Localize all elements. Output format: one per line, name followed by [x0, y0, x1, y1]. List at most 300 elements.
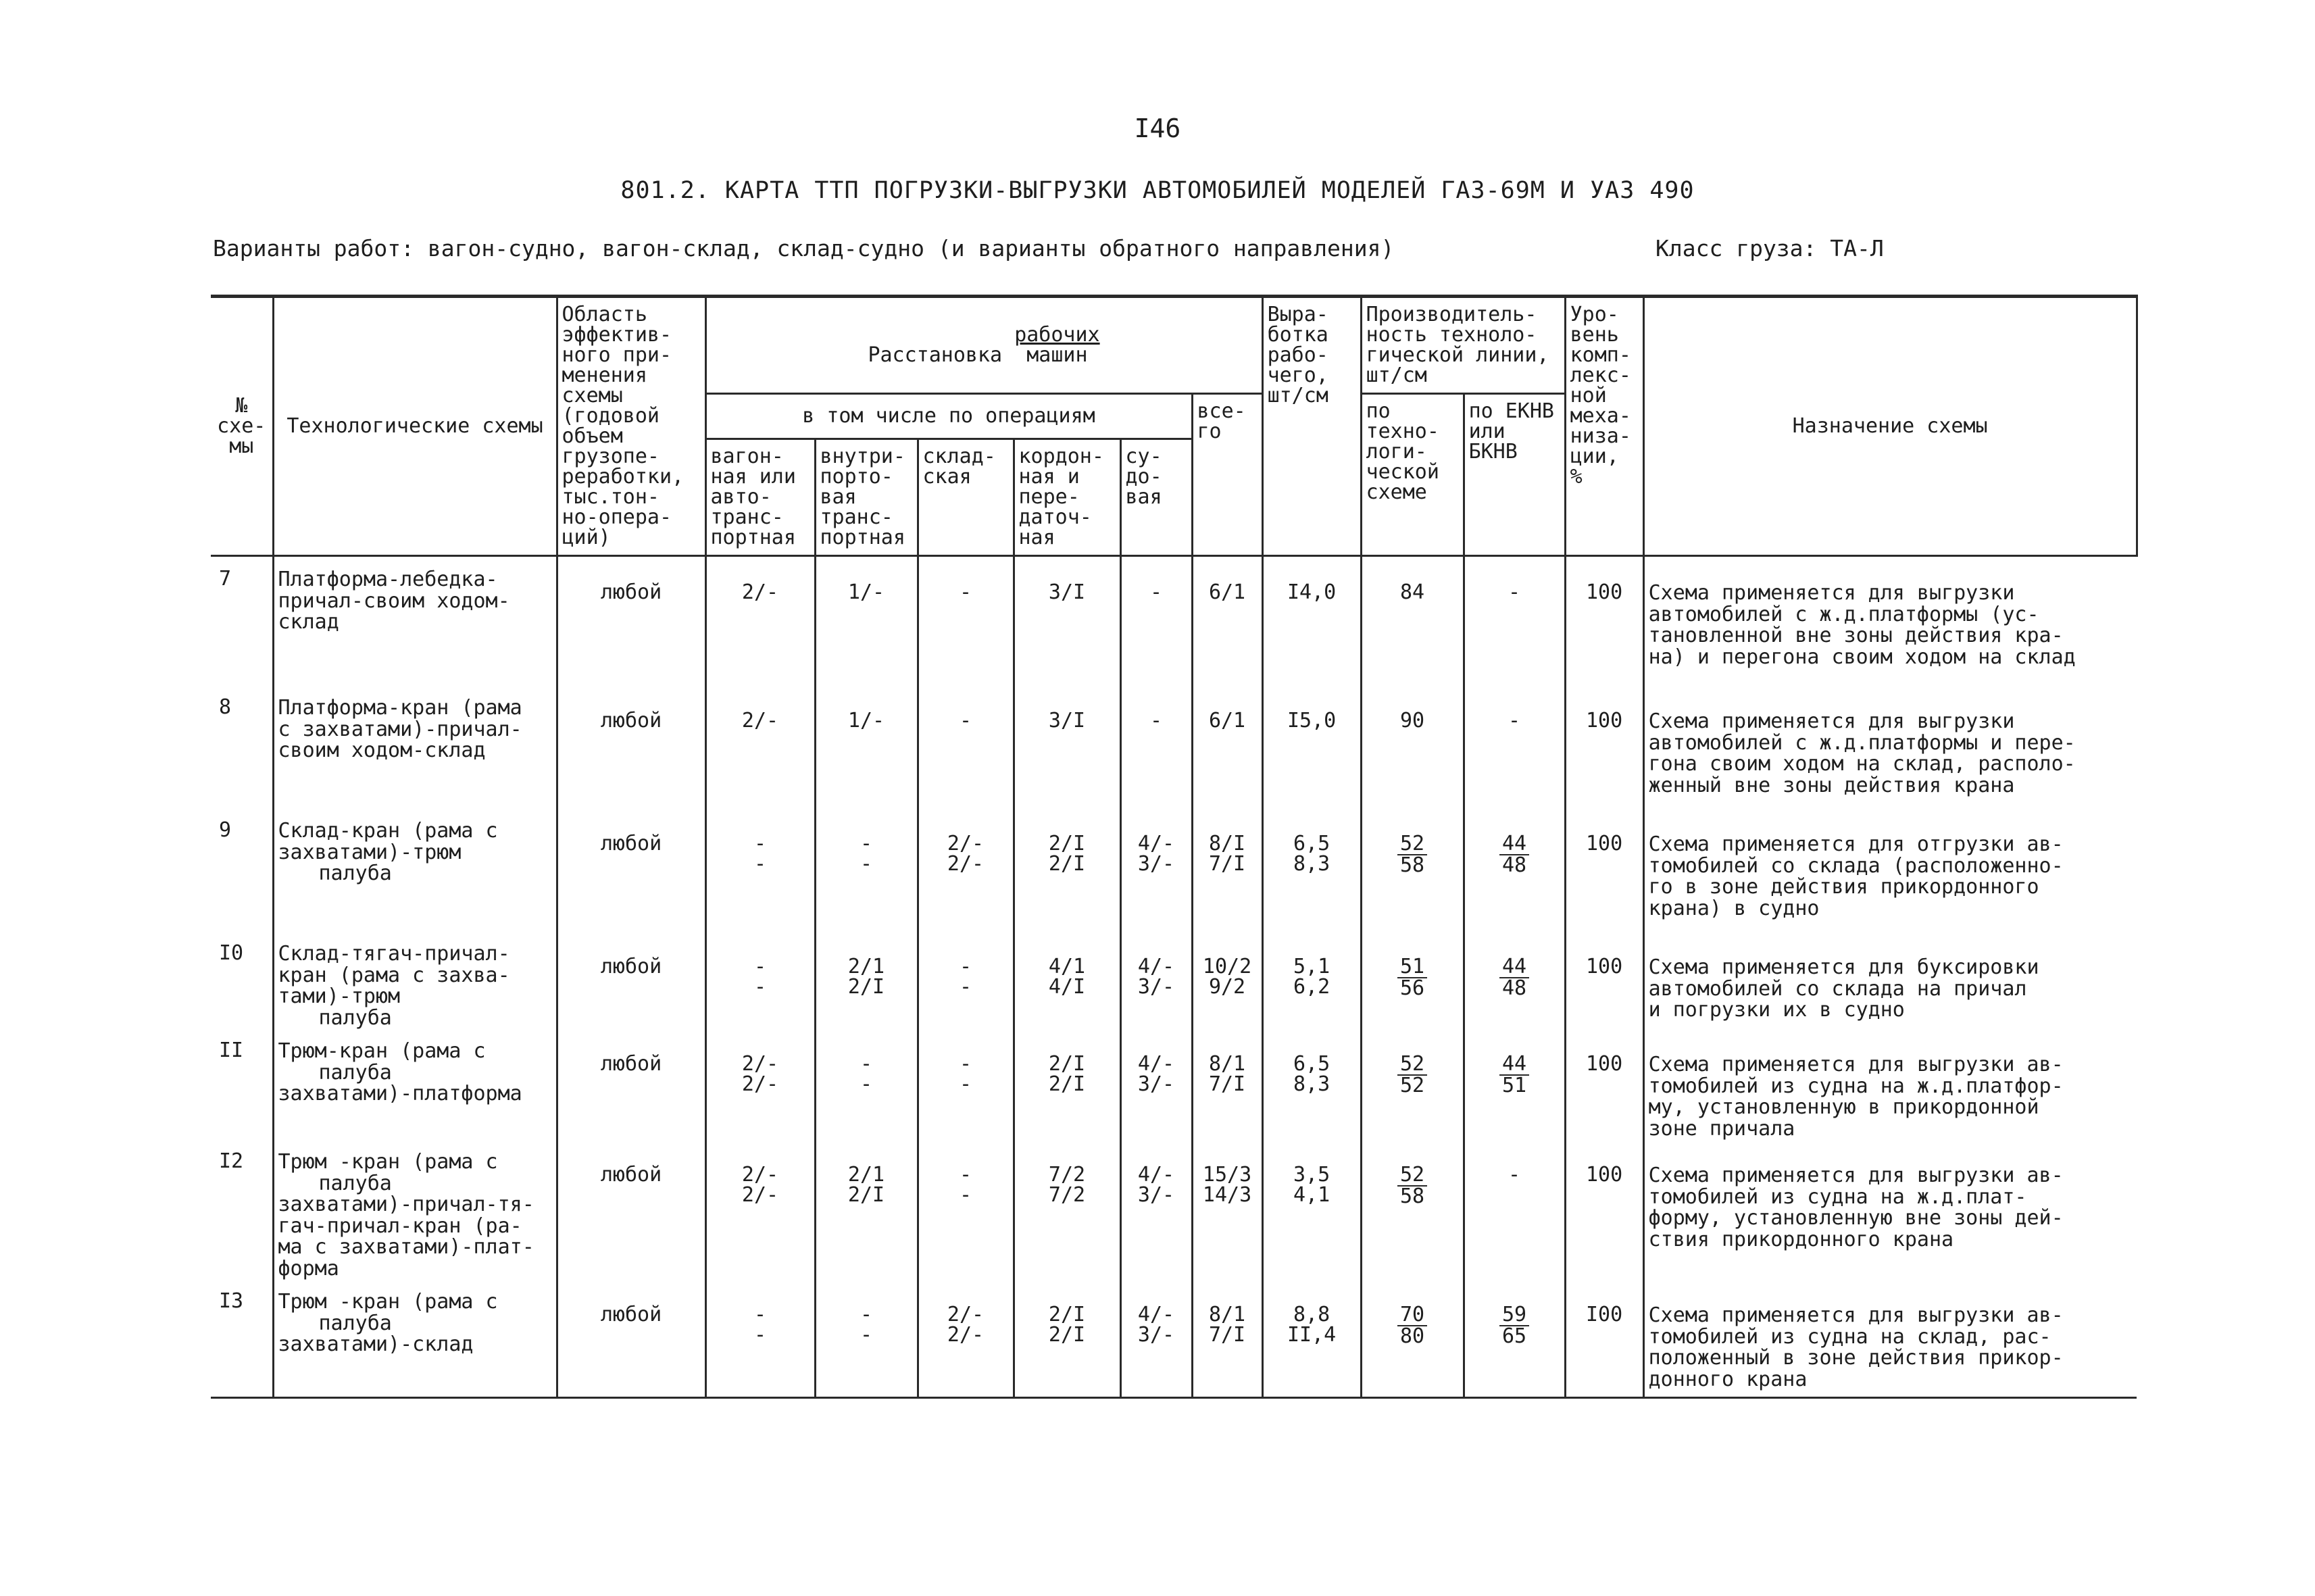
purpose-line: Схема применяется для выгрузки: [1648, 581, 2015, 605]
table-row: [211, 1286, 2137, 1398]
scheme-description: [273, 556, 557, 675]
output-line: 4,1: [1293, 1183, 1330, 1207]
mech-level-cell: 100: [1565, 1035, 1643, 1146]
mech-level-cell: 100: [1565, 1146, 1643, 1286]
scheme-line: форма: [278, 1256, 339, 1280]
by-scheme-cell: [1361, 556, 1464, 675]
op-ship-line: -: [1149, 580, 1163, 604]
purpose-line: положенный в зоне действия прикор-: [1648, 1346, 2064, 1370]
op-ship-line: 4/-: [1137, 1303, 1175, 1326]
op-ship-line: 3/-: [1137, 852, 1175, 876]
by-scheme-top: 52: [1397, 1165, 1427, 1187]
op-wagon-line: -: [753, 955, 767, 978]
by-scheme-fraction: [1397, 1165, 1427, 1207]
op-cordon-cell: [1014, 1146, 1120, 1286]
op-inner-cell: [815, 674, 918, 803]
scheme-description: [273, 1146, 557, 1286]
purpose-line: Схема применяется для буксировки: [1648, 955, 2039, 979]
op-ship-line: 4/-: [1137, 1052, 1175, 1076]
purpose-line: и погрузки их в судно: [1648, 998, 1905, 1022]
by-scheme-bottom: 56: [1400, 976, 1425, 1000]
op-cordon-line: 2/I: [1048, 832, 1086, 855]
output-line: I5,0: [1287, 709, 1337, 732]
mech-level-cell: I00: [1565, 1286, 1643, 1398]
op-total-line: 8/I: [1208, 832, 1246, 855]
op-warehouse-cell: [918, 674, 1014, 803]
op-warehouse-line: 2/-: [947, 832, 985, 855]
op-ship-cell: [1120, 1146, 1192, 1286]
by-ekhnv-bottom: 51: [1502, 1074, 1527, 1097]
header-productivity: Производитель- ность техноло- гической линии, шт/см: [1361, 297, 1565, 394]
op-warehouse-line: 2/-: [947, 852, 985, 876]
op-warehouse-cell: [918, 556, 1014, 675]
output-line: 3,5: [1293, 1163, 1330, 1187]
op-inner-line: -: [860, 1072, 873, 1096]
op-wagon-cell: [705, 556, 815, 675]
op-ship-line: 4/-: [1137, 1163, 1175, 1187]
by-scheme-fraction: [1397, 834, 1427, 876]
by-ekhnv-fraction: [1499, 1305, 1529, 1347]
scheme-description: [273, 674, 557, 803]
header-purpose: Назначение схемы: [1643, 297, 2137, 556]
op-wagon-line: 2/-: [741, 1052, 779, 1076]
op-total-line: 6/1: [1208, 580, 1246, 604]
mech-level-cell: 100: [1565, 556, 1643, 675]
cargo-class: Класс груза: ТА-Л: [1656, 235, 1884, 261]
by-ekhnv-fraction: [1499, 834, 1529, 876]
application-area: любой: [557, 926, 705, 1035]
by-scheme-cell: [1361, 1286, 1464, 1398]
scheme-number: I0: [211, 926, 273, 1035]
by-scheme-cell: [1361, 1146, 1464, 1286]
scheme-line: захватами)-причал-тя-: [278, 1193, 534, 1216]
header-by-operations: в том числе по операциям: [705, 394, 1192, 439]
op-inner-line: 2/1: [847, 955, 885, 978]
by-ekhnv-top: 59: [1499, 1305, 1529, 1326]
op-cordon-cell: [1014, 803, 1120, 926]
purpose-line: автомобилей с ж.д.платформы (ус-: [1648, 602, 2039, 626]
op-cordon-cell: [1014, 556, 1120, 675]
by-ekhnv-line: -: [1508, 580, 1521, 604]
scheme-line: своим ходом-склад: [278, 739, 486, 762]
op-warehouse-line: -: [959, 1163, 972, 1187]
op-wagon-cell: [705, 803, 815, 926]
table-row: [211, 803, 2137, 926]
header-placement: [705, 297, 1262, 394]
op-ship-line: 3/-: [1137, 1323, 1175, 1347]
op-wagon-line: -: [753, 975, 767, 999]
mech-level-cell: 100: [1565, 674, 1643, 803]
op-wagon-line: -: [753, 852, 767, 876]
by-ekhnv-fraction: [1499, 1054, 1529, 1096]
op-total-line: 7/I: [1208, 1072, 1246, 1096]
by-scheme-cell: [1361, 674, 1464, 803]
by-scheme-line: 84: [1400, 580, 1425, 604]
output-line: II,4: [1287, 1323, 1337, 1347]
op-warehouse-line: -: [959, 975, 972, 999]
op-warehouse-cell: [918, 926, 1014, 1035]
op-warehouse-line: -: [959, 709, 972, 732]
page-number: I46: [1134, 114, 1181, 143]
op-wagon-line: -: [753, 1303, 767, 1326]
mech-level-cell: 100: [1565, 926, 1643, 1035]
purpose-line: автомобилей с ж.д.платформы и пере-: [1648, 730, 2076, 755]
by-scheme-bottom: 80: [1400, 1324, 1425, 1348]
scheme-line: захватами)-склад: [278, 1332, 474, 1356]
op-cordon-line: 3/I: [1048, 709, 1086, 732]
by-ekhnv-top: 44: [1499, 1054, 1529, 1076]
op-cordon-line: 4/1: [1048, 955, 1086, 978]
scheme-line: ма с захватами)-плат-: [278, 1235, 534, 1259]
by-ekhnv-top: 44: [1499, 834, 1529, 855]
op-warehouse-cell: [918, 803, 1014, 926]
scheme-line: Платформа-лебедка-: [278, 568, 498, 591]
by-ekhnv-cell: [1464, 1146, 1565, 1286]
output-line: 6,5: [1293, 1052, 1330, 1076]
purpose-line: томобилей из судна на ж.д.плат-: [1648, 1184, 2027, 1209]
by-scheme-top: 52: [1397, 1054, 1427, 1076]
scheme-line: тами)-трюм: [278, 984, 401, 1008]
op-wagon-line: -: [753, 1323, 767, 1347]
op-ship-cell: [1120, 556, 1192, 675]
by-scheme-cell: [1361, 1035, 1464, 1146]
application-area: любой: [557, 803, 705, 926]
output-line: 8,3: [1293, 852, 1330, 876]
op-inner-cell: [815, 926, 918, 1035]
purpose-line: форму, установленную вне зоны дей-: [1648, 1206, 2064, 1230]
scheme-number: I3: [211, 1286, 273, 1398]
scheme-line: склад: [278, 610, 339, 634]
op-wagon-cell: [705, 1035, 815, 1146]
op-total-line: 8/1: [1208, 1052, 1246, 1076]
op-wagon-cell: [705, 926, 815, 1035]
op-cordon-line: 2/I: [1048, 1072, 1086, 1096]
op-warehouse-cell: [918, 1286, 1014, 1398]
purpose-line: томобилей со склада (расположенно-: [1648, 853, 2064, 878]
application-area: любой: [557, 556, 705, 675]
ttp-table: [211, 295, 2138, 1399]
header-placement-under-2: машин: [1026, 343, 1088, 367]
by-scheme-top: 70: [1397, 1305, 1427, 1326]
scheme-purpose: [1643, 1035, 2137, 1146]
purpose-line: женный вне зоны действия крана: [1648, 773, 2015, 797]
scheme-line: гач-причал-кран (ра-: [278, 1214, 522, 1238]
op-total-line: 6/1: [1208, 709, 1246, 732]
header-placement-under-1: рабочих: [1014, 323, 1100, 347]
output-cell: [1262, 1146, 1361, 1286]
scheme-number: 9: [211, 803, 273, 926]
purpose-line: тановленной вне зоны действия кра-: [1648, 624, 2064, 647]
op-total-line: 7/I: [1208, 852, 1246, 876]
purpose-line: Схема применяется для выгрузки ав-: [1648, 1053, 2064, 1076]
by-scheme-fraction: [1397, 957, 1427, 999]
by-scheme-line: 90: [1400, 709, 1425, 732]
op-wagon-cell: [705, 1146, 815, 1286]
op-cordon-line: 4/I: [1048, 975, 1086, 999]
op-cordon-line: 7/2: [1048, 1183, 1086, 1207]
op-inner-line: 2/I: [847, 1183, 885, 1207]
purpose-line: томобилей из судна на склад, рас-: [1648, 1324, 2051, 1349]
by-ekhnv-cell: [1464, 926, 1565, 1035]
op-warehouse-line: -: [959, 955, 972, 978]
op-wagon-line: -: [753, 832, 767, 855]
scheme-purpose: [1643, 674, 2137, 803]
purpose-line: донного крана: [1648, 1367, 1808, 1391]
scheme-number: I2: [211, 1146, 273, 1286]
scheme-purpose: [1643, 556, 2137, 675]
header-op-total: все- го: [1192, 394, 1262, 556]
op-ship-cell: [1120, 926, 1192, 1035]
by-scheme-top: 51: [1397, 957, 1427, 978]
by-scheme-bottom: 58: [1400, 853, 1425, 877]
op-total-cell: [1192, 1146, 1262, 1286]
scheme-number: 7: [211, 556, 273, 675]
by-ekhnv-bottom: 48: [1502, 853, 1527, 877]
purpose-line: ствия прикордонного крана: [1648, 1227, 1954, 1251]
mech-level-cell: 100: [1565, 803, 1643, 926]
op-ship-cell: [1120, 1286, 1192, 1398]
op-cordon-cell: [1014, 1286, 1120, 1398]
header-mech-level: Уро- вень комп- лекс- ной меха- низа- ции, %: [1565, 297, 1643, 556]
scheme-line: палуба: [318, 1311, 392, 1335]
scheme-number: II: [211, 1035, 273, 1146]
scheme-number: 8: [211, 674, 273, 803]
table-body: [211, 556, 2137, 1398]
scheme-line: палуба: [318, 1005, 392, 1030]
output-cell: [1262, 674, 1361, 803]
op-inner-line: 1/-: [847, 580, 885, 604]
op-warehouse-line: 2/-: [947, 1323, 985, 1347]
scheme-purpose: [1643, 1146, 2137, 1286]
application-area: любой: [557, 1035, 705, 1146]
by-ekhnv-fraction: [1499, 957, 1529, 999]
purpose-line: гона своим ходом на склад, располо-: [1648, 752, 2076, 776]
op-ship-line: 4/-: [1137, 955, 1175, 978]
header-op-wagon: вагон- ная или авто- транс- портная: [705, 439, 815, 556]
op-total-line: 14/3: [1202, 1183, 1252, 1207]
by-ekhnv-line: -: [1508, 709, 1521, 732]
op-inner-cell: [815, 1035, 918, 1146]
op-inner-cell: [815, 1146, 918, 1286]
by-scheme-bottom: 58: [1400, 1184, 1425, 1208]
output-cell: [1262, 1286, 1361, 1398]
op-inner-line: 2/I: [847, 975, 885, 999]
output-line: I4,0: [1287, 580, 1337, 604]
scheme-line: Платформа-кран (рама: [278, 696, 522, 720]
op-warehouse-line: -: [959, 1072, 972, 1096]
op-warehouse-line: -: [959, 1052, 972, 1076]
op-cordon-line: 3/I: [1048, 580, 1086, 604]
header-tech-schemes: Технологические схемы: [273, 297, 557, 556]
op-cordon-line: 2/I: [1048, 1052, 1086, 1076]
op-ship-line: -: [1149, 709, 1163, 732]
output-line: 8,8: [1293, 1303, 1330, 1326]
op-wagon-line: 2/-: [741, 1072, 779, 1096]
op-total-line: 9/2: [1208, 975, 1246, 999]
by-scheme-cell: [1361, 803, 1464, 926]
header-output: Выра- ботка рабо- чего, шт/см: [1262, 297, 1361, 556]
op-cordon-line: 2/I: [1048, 1303, 1086, 1326]
op-wagon-line: 2/-: [741, 580, 779, 604]
op-warehouse-line: -: [959, 580, 972, 604]
output-cell: [1262, 1035, 1361, 1146]
op-ship-line: 3/-: [1137, 1183, 1175, 1207]
application-area: любой: [557, 674, 705, 803]
by-ekhnv-cell: [1464, 1286, 1565, 1398]
op-inner-line: -: [860, 1052, 873, 1076]
op-wagon-cell: [705, 674, 815, 803]
scheme-line: Трюм -кран (рама с: [278, 1150, 498, 1174]
op-total-line: 7/I: [1208, 1323, 1246, 1347]
output-cell: [1262, 556, 1361, 675]
scheme-purpose: [1643, 926, 2137, 1035]
op-total-line: 15/3: [1202, 1163, 1252, 1187]
purpose-line: Схема применяется для выгрузки ав-: [1648, 1303, 2064, 1327]
header-op-cordon: кордон- ная и пере- даточ- ная: [1014, 439, 1120, 556]
page-title: 801.2. КАРТА ТТП ПОГРУЗКИ-ВЫГРУЗКИ АВТОМОБИЛЕЙ МОДЕЛЕЙ ГАЗ-69М И УАЗ 490: [620, 177, 1695, 204]
header-num: № схе- мы: [211, 297, 273, 556]
table-row: [211, 556, 2137, 675]
purpose-line: на) и перегона своим ходом на склад: [1648, 645, 2076, 669]
scheme-line: захватами)-платформа: [278, 1082, 522, 1105]
op-total-cell: [1192, 1035, 1262, 1146]
header-op-warehouse: склад- ская: [918, 439, 1014, 556]
output-cell: [1262, 926, 1361, 1035]
header-op-inner: внутри- порто- вая транс- портная: [815, 439, 918, 556]
header-op-ship: су- до- вая: [1120, 439, 1192, 556]
op-total-cell: [1192, 803, 1262, 926]
op-inner-line: 1/-: [847, 709, 885, 732]
work-variants: Варианты работ: вагон-судно, вагон-склад, склад-судно (и варианты обратного направления): [213, 235, 1395, 261]
purpose-line: томобилей из судна на ж.д.платфор-: [1648, 1074, 2064, 1098]
op-warehouse-line: -: [959, 1183, 972, 1207]
table-row: [211, 926, 2137, 1035]
by-ekhnv-cell: [1464, 674, 1565, 803]
op-ship-line: 3/-: [1137, 1072, 1175, 1096]
application-area: любой: [557, 1146, 705, 1286]
purpose-line: автомобилей со склада на причал: [1648, 976, 2027, 1001]
op-cordon-cell: [1014, 674, 1120, 803]
op-inner-line: 2/1: [847, 1163, 885, 1187]
scheme-line: кран (рама с захва-: [278, 963, 510, 987]
scheme-line: Трюм -кран (рама с: [278, 1290, 498, 1314]
scheme-line: захватами)-трюм: [278, 840, 462, 864]
by-ekhnv-bottom: 48: [1502, 976, 1527, 1000]
op-ship-line: 4/-: [1137, 832, 1175, 855]
purpose-line: го в зоне действия прикордонного: [1648, 875, 2039, 899]
op-inner-cell: [815, 556, 918, 675]
op-cordon-cell: [1014, 1035, 1120, 1146]
by-scheme-bottom: 52: [1400, 1074, 1425, 1097]
scheme-description: [273, 926, 557, 1035]
op-warehouse-line: 2/-: [947, 1303, 985, 1326]
table-row: [211, 674, 2137, 803]
op-ship-cell: [1120, 803, 1192, 926]
op-inner-line: -: [860, 1323, 873, 1347]
purpose-line: Схема применяется для выгрузки: [1648, 709, 2015, 733]
op-inner-cell: [815, 803, 918, 926]
output-cell: [1262, 803, 1361, 926]
op-cordon-line: 7/2: [1048, 1163, 1086, 1187]
scheme-line: палуба: [318, 1171, 392, 1195]
purpose-line: крана) в судно: [1648, 896, 1820, 920]
op-total-cell: [1192, 556, 1262, 675]
purpose-line: Схема применяется для выгрузки ав-: [1648, 1164, 2064, 1187]
scheme-line: палуба: [318, 862, 392, 885]
by-ekhnv-cell: [1464, 556, 1565, 675]
output-line: 6,5: [1293, 832, 1330, 855]
by-ekhnv-cell: [1464, 1035, 1565, 1146]
op-inner-cell: [815, 1286, 918, 1398]
header-area: Область эффектив- ного при- менения схемы (годовой объем грузопе- реработки, тыс.тон- но-опера- ций): [557, 297, 705, 556]
by-scheme-fraction: [1397, 1305, 1427, 1347]
header-placement-prefix: Расстановка: [868, 343, 1003, 367]
op-warehouse-cell: [918, 1035, 1014, 1146]
scheme-description: [273, 1286, 557, 1398]
op-wagon-line: 2/-: [741, 709, 779, 732]
by-ekhnv-bottom: 65: [1502, 1324, 1527, 1348]
by-ekhnv-top: 44: [1499, 957, 1529, 978]
table-row: [211, 1146, 2137, 1286]
op-ship-line: 3/-: [1137, 975, 1175, 999]
op-ship-cell: [1120, 674, 1192, 803]
op-cordon-line: 2/I: [1048, 1323, 1086, 1347]
header-by-ekhnv: по ЕКНВ или БКНВ: [1464, 394, 1565, 556]
scheme-line: Склад-тягач-причал-: [278, 942, 510, 966]
scheme-line: причал-своим ходом-: [278, 589, 510, 613]
by-ekhnv-cell: [1464, 803, 1565, 926]
op-total-cell: [1192, 1286, 1262, 1398]
scheme-line: Трюм-кран (рама с: [278, 1039, 486, 1063]
by-scheme-fraction: [1397, 1054, 1427, 1096]
op-inner-line: -: [860, 832, 873, 855]
output-line: 8,3: [1293, 1072, 1330, 1096]
op-cordon-cell: [1014, 926, 1120, 1035]
scheme-line: палуба: [318, 1060, 392, 1084]
op-total-line: 10/2: [1202, 955, 1252, 978]
purpose-line: зоне причала: [1648, 1116, 1795, 1141]
table-row: [211, 1035, 2137, 1146]
purpose-line: му, установленную в прикордонной: [1648, 1095, 2039, 1119]
op-inner-line: -: [860, 1303, 873, 1326]
application-area: любой: [557, 1286, 705, 1398]
header-placement-machines: [1014, 325, 1099, 366]
op-warehouse-cell: [918, 1146, 1014, 1286]
scheme-description: [273, 803, 557, 926]
op-total-cell: [1192, 926, 1262, 1035]
by-scheme-top: 52: [1397, 834, 1427, 855]
scheme-purpose: [1643, 803, 2137, 926]
output-line: 6,2: [1293, 975, 1330, 999]
scheme-purpose: [1643, 1286, 2137, 1398]
header-by-scheme: по техно- логи- ческой схеме: [1361, 394, 1464, 556]
op-inner-line: -: [860, 852, 873, 876]
scheme-description: [273, 1035, 557, 1146]
op-wagon-cell: [705, 1286, 815, 1398]
op-total-line: 8/1: [1208, 1303, 1246, 1326]
output-line: 5,1: [1293, 955, 1330, 978]
op-ship-cell: [1120, 1035, 1192, 1146]
op-total-cell: [1192, 674, 1262, 803]
by-ekhnv-line: -: [1508, 1163, 1521, 1187]
op-wagon-line: 2/-: [741, 1183, 779, 1207]
purpose-line: Схема применяется для отгрузки ав-: [1648, 832, 2064, 856]
op-cordon-line: 2/I: [1048, 852, 1086, 876]
scheme-line: Склад-кран (рама с: [278, 819, 498, 843]
scheme-line: с захватами)-причал-: [278, 717, 522, 741]
op-wagon-line: 2/-: [741, 1163, 779, 1187]
by-scheme-cell: [1361, 926, 1464, 1035]
